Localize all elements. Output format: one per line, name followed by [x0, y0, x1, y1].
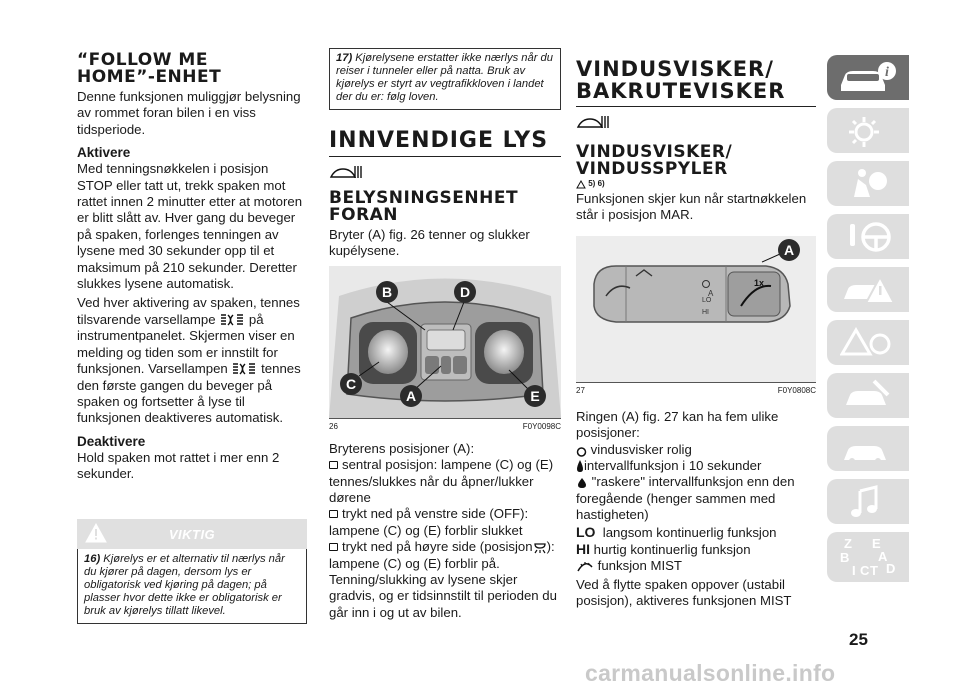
dome-light-illustration: [329, 266, 561, 418]
figure-number: 27: [576, 385, 585, 395]
wiper-stalk-illustration: [576, 236, 816, 382]
tab-emergency[interactable]: [827, 320, 909, 365]
activation-text-b: på instrumentpanelet. Skjermen viser en melding og tiden som er innstilt for funksjonen. Varsellampen: [77, 311, 295, 377]
option-low-symbol: LO: [576, 523, 596, 540]
warning-triangle-icon: [576, 180, 586, 189]
positions-intro: Bryterens posisjoner (A):: [329, 440, 475, 456]
figure-label-b: B: [381, 283, 393, 300]
airbag-seat-icon: [840, 167, 896, 201]
option-off-text: vindusvisker rolig: [590, 441, 692, 457]
intro-text: Bryter (A) fig. 26 tenner og slukker kupélysene.: [329, 227, 530, 259]
position-center: [329, 457, 561, 506]
section-title: INNVENDIGE LYS: [329, 128, 549, 153]
index-letter: I: [852, 563, 856, 578]
index-letter: A: [878, 549, 888, 564]
index-letter: C: [860, 563, 870, 578]
page-number: 25: [849, 630, 868, 649]
activation-text-c: tennes den første gangen du beveger på spaken og fortsetter å lyse til funksjonen deaktiveres automatisk.: [77, 361, 301, 426]
index-letter: T: [870, 563, 878, 578]
activate-heading: Aktivere: [77, 145, 131, 161]
emergency-triangle-icon: [840, 326, 896, 360]
mist-instruction: Ved å flytte spaken oppover (ustabil posisjon), aktiveres funksjonen MIST: [576, 576, 792, 609]
car-info-icon: [837, 61, 899, 95]
figure-label-e: E: [530, 387, 540, 404]
figure-label-a: A: [405, 387, 417, 404]
reference-notes: [576, 179, 816, 189]
index-letter: B: [840, 550, 850, 565]
position-center-text: sentral posisjon: lampene (C) og (E) tennes/slukkes når du åpner/lukker dørene: [329, 457, 554, 506]
wrench-car-icon: [840, 379, 896, 413]
subsection-title: [576, 144, 816, 178]
title-divider: [329, 156, 561, 157]
mist-wiper-icon: [576, 561, 594, 573]
index-letter: Z: [844, 536, 852, 551]
index-letter: D: [886, 561, 896, 576]
tab-safety[interactable]: [827, 161, 909, 206]
position-right-text-a: trykt ned på høyre side (posisjon: [342, 539, 533, 555]
position-left: [329, 506, 561, 539]
option-interval-10-text: intervallfunksjon i 10 sekunder: [584, 458, 762, 474]
technical-car-icon: [840, 432, 896, 466]
subsection-title-line1: BELYSNINGSENHET: [329, 188, 519, 208]
figure-code: F0Y0098C: [522, 421, 561, 431]
title-divider: [576, 106, 816, 107]
warning-title: VIKTIG: [168, 526, 216, 542]
bullet-box: [329, 510, 338, 518]
column-follow-me-home: [77, 52, 307, 624]
figure-number: 26: [329, 421, 338, 431]
steering-wheel-icon: [840, 220, 896, 254]
section-title-line1: “FOLLOW ME: [77, 50, 208, 70]
section-title-line2: BAKRUTEVISKER: [576, 79, 786, 103]
intro-text: Denne funksjonen muliggjør belysning av rommet foran bilen i en viss tidsperiode.: [77, 89, 301, 137]
deactivate-text: Hold spaken mot rattet i mer enn 2 sekunder.: [77, 449, 280, 482]
music-note-icon: [840, 485, 896, 519]
option-interval-fast-text: "raskere" intervallfunksjon enn den foregående (henger sammen med hastigheten): [576, 474, 795, 523]
option-high-text: hurtig kontinuerlig funksjon: [593, 542, 751, 558]
tab-starting-driving[interactable]: [827, 214, 909, 259]
column-wipers: [576, 52, 816, 610]
figure-caption: [329, 418, 561, 431]
tab-car-info[interactable]: [827, 55, 909, 100]
option-low-text: langsom kontinuerlig funksjon: [602, 524, 777, 540]
section-title-line2: HOME”-ENHET: [77, 67, 222, 87]
position-left-text: trykt ned på venstre side (OFF): lampene (C) og (E) forblir slukket: [329, 506, 529, 538]
tab-technical-data[interactable]: [827, 426, 909, 471]
sun-lights-icon: [840, 114, 896, 148]
option-high: [576, 541, 816, 558]
tab-maintenance[interactable]: [827, 373, 909, 418]
index-letters: [838, 536, 898, 578]
warning-header: [77, 519, 307, 549]
figure-label-d: D: [459, 283, 471, 300]
follow-me-lamp-icon: [231, 362, 257, 376]
index-letter: E: [872, 536, 881, 551]
ring-intro: Ringen (A) fig. 27 kan ha fem ulike posisjoner:: [576, 408, 779, 441]
warning-number: 16): [84, 552, 101, 565]
figure-caption: [576, 382, 816, 395]
option-high-symbol: HI: [576, 541, 590, 558]
warning-car-icon: [840, 273, 896, 307]
bullet-box: [329, 461, 338, 469]
note-number: 17): [336, 52, 353, 64]
svg-text:1x: 1x: [754, 277, 765, 288]
svg-text:A: A: [708, 288, 714, 298]
section-title: [576, 58, 816, 102]
note-text: Kjørelysene erstatter ikke nærlys når du reiser i tunneler eller på natta. Bruk av kjørelys er styrt av vegtrafikkloven i landet der du er: følg loven.: [336, 52, 554, 103]
section-title-line1: VINDUSVISKER/: [576, 57, 774, 81]
position-right: [329, 539, 561, 621]
option-off: [576, 442, 816, 458]
tab-dashboard[interactable]: [827, 108, 909, 153]
tab-index[interactable]: [827, 532, 909, 582]
section-title: [77, 52, 307, 86]
svg-text:HI: HI: [702, 308, 709, 316]
vehicle-variant-icon: [576, 113, 610, 131]
watermark: carmanualsonline.info: [585, 660, 836, 683]
option-mist: [576, 558, 816, 574]
option-interval-fast: [576, 474, 816, 523]
follow-me-lamp-icon: [219, 313, 245, 327]
figure-label-a: A: [783, 241, 795, 258]
subsection-title-line2: VINDUSSPYLER: [576, 159, 728, 179]
activation-lamp-text: [77, 295, 307, 426]
figure-26-dome-light: [329, 266, 561, 418]
reference-numbers: 5) 6): [588, 179, 605, 188]
subsection-title: [329, 190, 561, 224]
circle-off-icon: [576, 446, 587, 457]
warning-body: [77, 549, 307, 624]
figure-27-wiper-stalk: [576, 236, 816, 382]
door-lamp-icon: [533, 541, 547, 554]
chapter-tabs: [827, 55, 909, 590]
activate-text: Med tenningsnøkkelen i posisjon STOP eller tatt ut, trekk spaken mot rattet innen 2 minutter etter at motoren er blitt slått av. Hver gang du beveger på spaken, forlenges tenningen av lysene med 30 sekunder opp til et maksimum på 210 sekunder. Deretter slukkes lysene automatisk.: [77, 161, 303, 292]
vehicle-variant-icon: [329, 163, 363, 181]
figure-label-c: C: [345, 375, 357, 392]
figure-code: F0Y0808C: [777, 385, 816, 395]
warning-text: Kjørelys er et alternativ til nærlys når du kjører på dagen, dersom lys er obligatorisk ved kjøring på dagen; på plasser hvor dette ikke er obligatorisk er bruk av kjørelys tillatt likevel.: [84, 552, 285, 617]
option-interval-10: [576, 458, 816, 474]
intro-text: Funksjonen skjer kun når startnøkkelen står i posisjon MAR.: [576, 191, 807, 223]
bullet-box: [329, 543, 338, 551]
option-mist-text: funksjon MIST: [597, 558, 682, 574]
deactivate-heading: Deaktivere: [77, 433, 146, 449]
option-low: [576, 524, 816, 541]
subsection-title-line1: VINDUSVISKER/: [576, 142, 733, 162]
interval-drop-icon: [576, 459, 584, 473]
tab-warning-lights[interactable]: [827, 267, 909, 312]
tab-multimedia[interactable]: [827, 479, 909, 524]
svg-text:LO: LO: [702, 296, 712, 304]
note-box: [329, 48, 561, 110]
subsection-title-line2: FORAN: [329, 205, 399, 225]
column-interior-lights: [329, 52, 561, 621]
svg-text:i: i: [885, 64, 889, 80]
interval-fast-icon: [576, 477, 588, 489]
position-right-text-b: ): lampene (C) og (E) forblir på. Tenning/slukking av lysene skjer gradvis, og er tidsinnstilt til perioden du går inn i og ut av bilen.: [329, 539, 557, 620]
activation-text-a: Ved hver aktivering av spaken, tennes tilsvarende varsellampe: [77, 295, 300, 327]
